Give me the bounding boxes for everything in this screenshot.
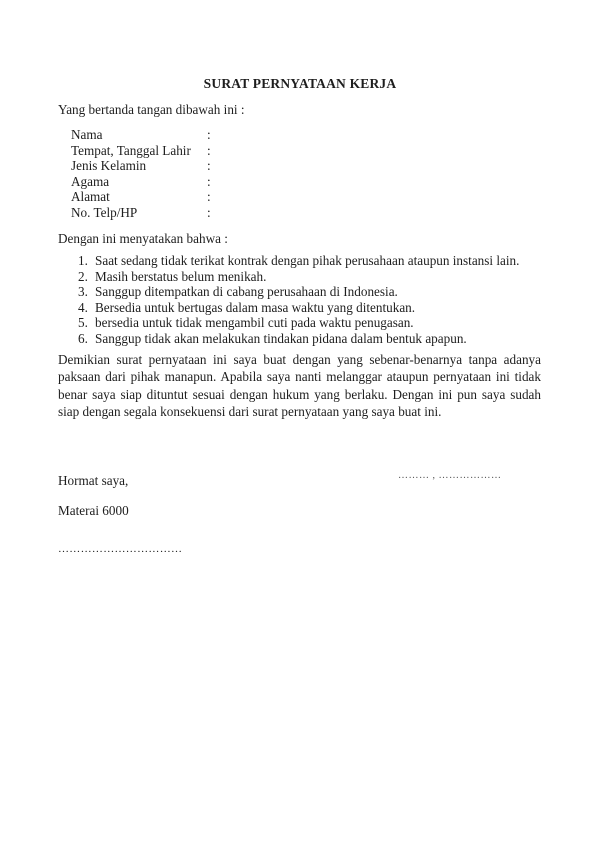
field-colon: :: [207, 158, 211, 173]
stamp-label: Materai 6000: [58, 503, 129, 518]
field-label: Tempat, Tanggal Lahir: [71, 142, 191, 158]
field-colon: :: [207, 204, 211, 220]
field-colon: :: [207, 173, 211, 189]
list-item-text: Sanggup tidak akan melakukan tindakan pidana dalam bentuk apapun.: [95, 330, 467, 346]
list-item-text: Saat sedang tidak terikat kontrak dengan pihak perusahaan ataupun instansi lain.: [95, 253, 520, 268]
field-colon: :: [207, 142, 211, 158]
list-item-text: bersedia untuk tidak mengambil cuti pada waktu penugasan.: [95, 315, 414, 331]
document-title: SURAT PERNYATAAN KERJA: [203, 76, 397, 91]
list-item-number: 3.: [78, 284, 88, 300]
list-item-number: 6.: [78, 330, 88, 346]
intro-text: Yang bertanda tangan dibawah ini :: [58, 102, 245, 117]
field-label: Jenis Kelamin: [71, 158, 147, 173]
closing-paragraph: Demikian surat pernyataan ini saya buat dengan yang sebenar-benarnya tanpa adanya paksaan dari pihak manapun. Apabila saya nanti melanggar ataupun pernyataan ini tidak benar saya siap dituntut sesuai dengan hukum yang berlaku. Dengan ini pun saya sudah siap dengan segala konsekuensi dari surat pernyataan yang saya buat ini.: [58, 352, 541, 420]
field-label: Alamat: [71, 189, 110, 204]
list-item-number: 5.: [78, 315, 88, 331]
list-item-number: 1.: [78, 253, 88, 268]
list-item-text: Sanggup ditempatkan di cabang perusahaan di Indonesia.: [95, 284, 398, 300]
field-colon: :: [207, 127, 211, 142]
statement-intro: Dengan ini menyatakan bahwa :: [58, 231, 228, 246]
field-label: Agama: [71, 173, 110, 189]
list-item-text: Masih berstatus belum menikah.: [95, 268, 267, 284]
list-item-text: Bersedia untuk bertugas dalam masa waktu yang ditentukan.: [95, 299, 416, 315]
field-label: Nama: [71, 127, 103, 142]
place-date-placeholder: ……… , ………………: [398, 470, 502, 481]
field-colon: :: [207, 189, 211, 204]
field-label: No. Telp/HP: [71, 204, 138, 220]
signature-line: ……………………………: [58, 543, 183, 555]
list-item-number: 2.: [78, 268, 88, 284]
list-item-number: 4.: [78, 299, 88, 315]
regards-text: Hormat saya,: [58, 473, 129, 488]
